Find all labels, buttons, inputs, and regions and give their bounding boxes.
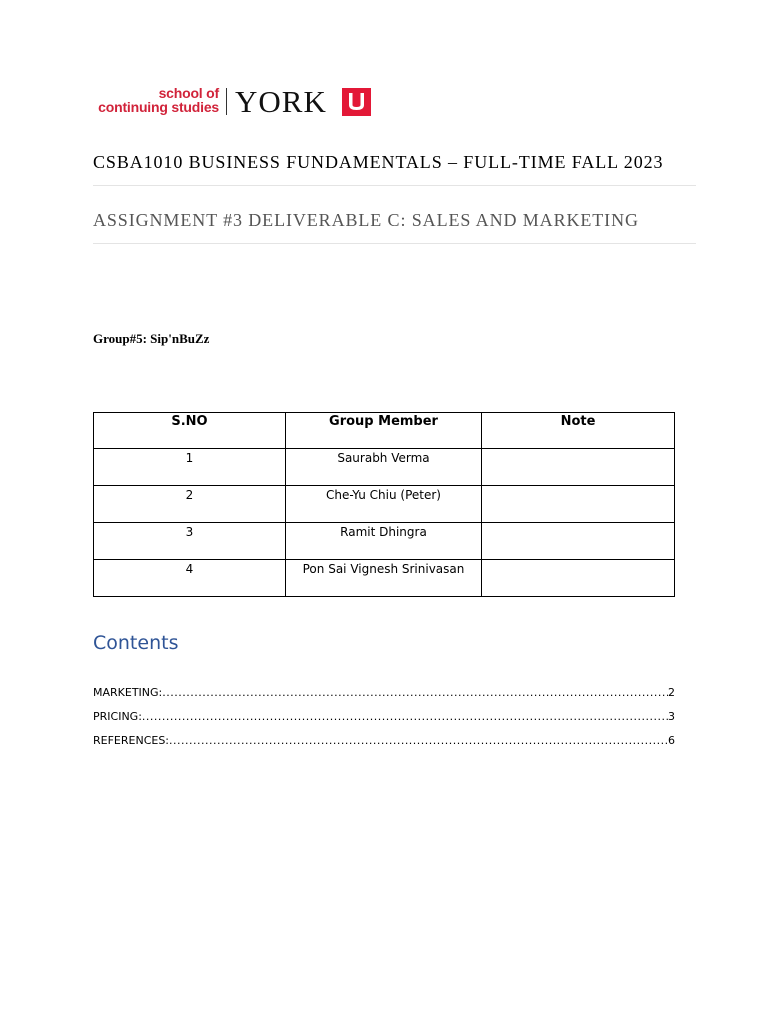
header-group-member: Group Member (286, 413, 482, 449)
toc-entry-marketing[interactable] (93, 686, 675, 699)
toc-leader (169, 734, 668, 747)
header-sno: S.NO (94, 413, 286, 449)
cell-sno: 3 (94, 523, 286, 560)
cell-note (482, 486, 675, 523)
logo-divider (226, 88, 227, 115)
toc-page: 6 (668, 734, 675, 747)
york-logo (93, 86, 383, 118)
group-members-table (93, 412, 675, 597)
cell-sno: 4 (94, 560, 286, 597)
toc-label: PRICING: (93, 710, 142, 723)
toc-leader (162, 686, 668, 699)
cell-note (482, 560, 675, 597)
logo-line-1: school of (158, 85, 219, 101)
contents-heading: Contents (93, 632, 179, 654)
cell-member: Saurabh Verma (286, 449, 482, 486)
logo-school-text (93, 86, 219, 114)
cell-member: Ramit Dhingra (286, 523, 482, 560)
header-note: Note (482, 413, 675, 449)
table-row (94, 523, 675, 560)
toc-page: 2 (668, 686, 675, 699)
logo-york-text: YORK (235, 84, 327, 119)
cell-note (482, 523, 675, 560)
cell-note (482, 449, 675, 486)
assignment-title: ASSIGNMENT #3 DELIVERABLE C: SALES AND MARKETING (93, 210, 639, 230)
title-divider (93, 185, 696, 186)
table-header-row (94, 413, 675, 449)
cell-sno: 1 (94, 449, 286, 486)
toc-entry-references[interactable] (93, 734, 675, 747)
table-row (94, 449, 675, 486)
table-row (94, 486, 675, 523)
course-title: CSBA1010 BUSINESS FUNDAMENTALS – FULL-TIME FALL 2023 (93, 152, 664, 172)
cell-member: Che-Yu Chiu (Peter) (286, 486, 482, 523)
cell-member: Pon Sai Vignesh Srinivasan (286, 560, 482, 597)
york-u-icon (342, 88, 371, 116)
cell-sno: 2 (94, 486, 286, 523)
subtitle-divider (93, 243, 696, 244)
group-name: Group#5: Sip'nBuZz (93, 331, 210, 346)
logo-line-2: continuing studies (98, 99, 219, 115)
toc-label: REFERENCES: (93, 734, 170, 747)
toc-entry-pricing[interactable] (93, 710, 675, 723)
toc-page: 3 (668, 710, 675, 723)
toc-label: MARKETING: (93, 686, 163, 699)
toc-leader (142, 710, 668, 723)
table-row (94, 560, 675, 597)
